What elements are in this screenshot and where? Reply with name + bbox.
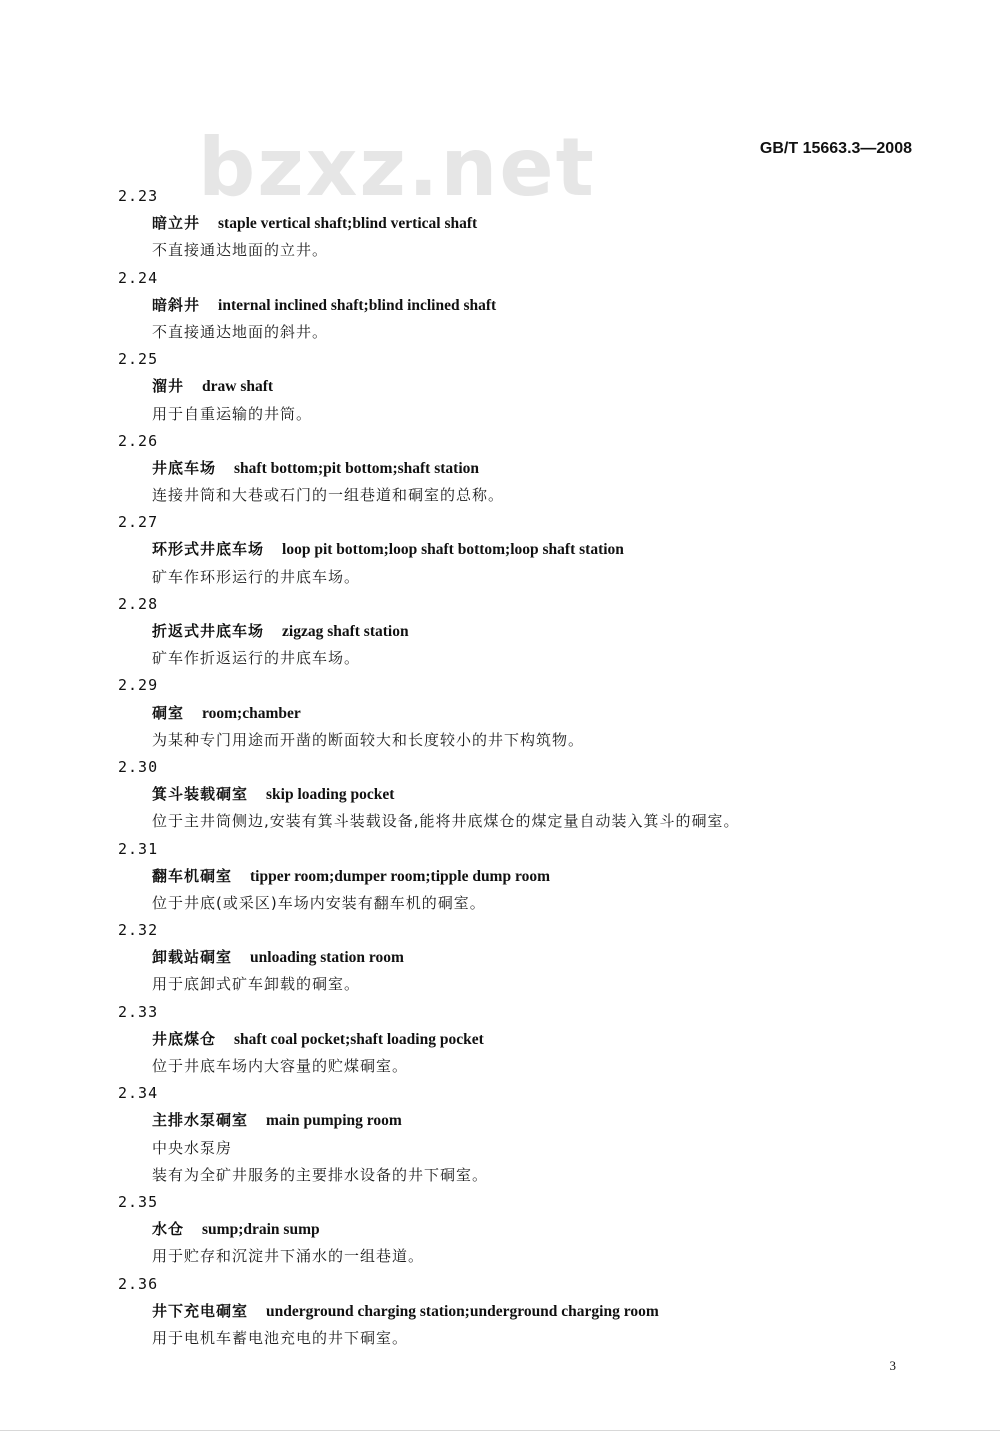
- term-line: [118, 455, 918, 482]
- term-entry: [118, 1080, 918, 1189]
- term-entry: [118, 346, 918, 428]
- entry-number: 2.34: [118, 1084, 159, 1103]
- term-english: skip loading pocket: [266, 786, 395, 804]
- term-line: [118, 536, 918, 563]
- term-chinese: 暗立井: [152, 214, 201, 233]
- term-definition: 不直接通达地面的立井。: [152, 241, 329, 260]
- entry-number: 2.27: [118, 513, 159, 532]
- term-english: underground charging station;underground charging room: [266, 1302, 659, 1320]
- entry-number: 2.35: [118, 1192, 159, 1211]
- term-definition: 装有为全矿井服务的主要排水设备的井下硐室。: [152, 1165, 489, 1184]
- standard-code-header: GB/T 15663.3—2008: [759, 140, 912, 157]
- term-line: [118, 1107, 918, 1134]
- term-definition: 用于贮存和沉淀井下涌水的一组巷道。: [152, 1247, 425, 1266]
- term-line: [118, 863, 918, 890]
- term-entry: [118, 1189, 918, 1271]
- term-chinese: 井下充电硐室: [152, 1301, 249, 1320]
- term-definition: 矿车作折返运行的井底车场。: [152, 649, 361, 668]
- term-chinese: 主排水泵硐室: [152, 1111, 249, 1130]
- entry-number: 2.28: [118, 594, 159, 613]
- term-english: staple vertical shaft;blind vertical shaft: [218, 215, 478, 233]
- term-entry: [118, 754, 918, 836]
- term-chinese: 暗斜井: [152, 295, 201, 314]
- term-line: [118, 373, 918, 400]
- term-entry: [118, 836, 918, 918]
- term-chinese: 箕斗装载硐室: [152, 785, 249, 804]
- term-definition: 位于主井筒侧边,安装有箕斗装载设备,能将井底煤仓的煤定量自动装入箕斗的硐室。: [152, 812, 740, 831]
- term-english: shaft bottom;pit bottom;shaft station: [234, 459, 479, 477]
- term-definition: 用于自重运输的井筒。: [152, 404, 313, 423]
- entry-number: 2.25: [118, 350, 159, 369]
- term-chinese: 井底煤仓: [152, 1029, 217, 1048]
- term-definition: 不直接通达地面的斜井。: [152, 322, 329, 341]
- term-entry: [118, 1271, 918, 1353]
- term-english: loop pit bottom;loop shaft bottom;loop shaft station: [282, 541, 624, 559]
- term-line: [118, 944, 918, 971]
- term-entry: [118, 183, 918, 265]
- term-english: room;chamber: [202, 704, 301, 722]
- term-english: unloading station room: [250, 949, 404, 967]
- entry-number: 2.29: [118, 676, 159, 695]
- term-chinese: 溜井: [152, 377, 185, 396]
- term-line: [118, 292, 918, 319]
- term-entry: [118, 672, 918, 754]
- term-entry: [118, 265, 918, 347]
- page-number: 3: [889, 1358, 896, 1373]
- term-entry: [118, 917, 918, 999]
- entry-number: 2.26: [118, 431, 159, 450]
- entry-number: 2.33: [118, 1002, 159, 1021]
- term-chinese: 井底车场: [152, 458, 217, 477]
- term-english: main pumping room: [266, 1112, 402, 1130]
- term-definition: 为某种专门用途而开凿的断面较大和长度较小的井下构筑物。: [152, 730, 585, 749]
- term-chinese: 环形式井底车场: [152, 540, 265, 559]
- term-line: [118, 210, 918, 237]
- term-entry: [118, 509, 918, 591]
- term-definition: 位于井底车场内大容量的贮煤硐室。: [152, 1057, 409, 1075]
- term-line: [118, 781, 918, 808]
- term-entry: [118, 428, 918, 510]
- term-line: [118, 700, 918, 727]
- term-english: internal inclined shaft;blind inclined shaft: [218, 296, 497, 314]
- term-definition: 用于电机车蓄电池充电的井下硐室。: [152, 1328, 409, 1347]
- term-entry: [118, 591, 918, 673]
- term-line: [118, 1216, 918, 1243]
- term-english: draw shaft: [202, 378, 274, 396]
- term-line: [118, 1026, 918, 1053]
- term-definition: 中央水泵房: [152, 1138, 233, 1157]
- entry-number: 2.24: [118, 268, 159, 287]
- term-definition: 连接井筒和大巷或石门的一组巷道和硐室的总称。: [152, 486, 505, 505]
- term-english: tipper room;dumper room;tipple dump room: [250, 867, 550, 885]
- term-chinese: 水仓: [152, 1220, 185, 1239]
- entry-number: 2.23: [118, 187, 159, 205]
- term-chinese: 翻车机硐室: [152, 866, 233, 885]
- term-definition: 用于底卸式矿车卸载的硐室。: [152, 975, 361, 994]
- entry-number: 2.30: [118, 757, 159, 776]
- term-chinese: 硐室: [152, 703, 185, 722]
- term-line: [118, 618, 918, 645]
- term-definition: 矿车作环形运行的井底车场。: [152, 567, 361, 586]
- term-english: shaft coal pocket;shaft loading pocket: [234, 1030, 484, 1048]
- term-english: zigzag shaft station: [282, 623, 409, 640]
- watermark: bzxz.net: [198, 121, 596, 214]
- term-chinese: 折返式井底车场: [152, 622, 265, 640]
- entry-number: 2.36: [118, 1274, 159, 1293]
- entry-number: 2.31: [118, 839, 159, 858]
- term-line: [118, 1298, 918, 1325]
- page-bottom-edge: [0, 1430, 1000, 1431]
- entry-number: 2.32: [118, 921, 159, 940]
- term-english: sump;drain sump: [202, 1221, 320, 1239]
- term-definition: 位于井底(或采区)车场内安装有翻车机的硐室。: [152, 893, 486, 912]
- term-chinese: 卸载站硐室: [152, 948, 233, 967]
- term-entry: [118, 999, 918, 1081]
- term-entries-list: [118, 183, 918, 1352]
